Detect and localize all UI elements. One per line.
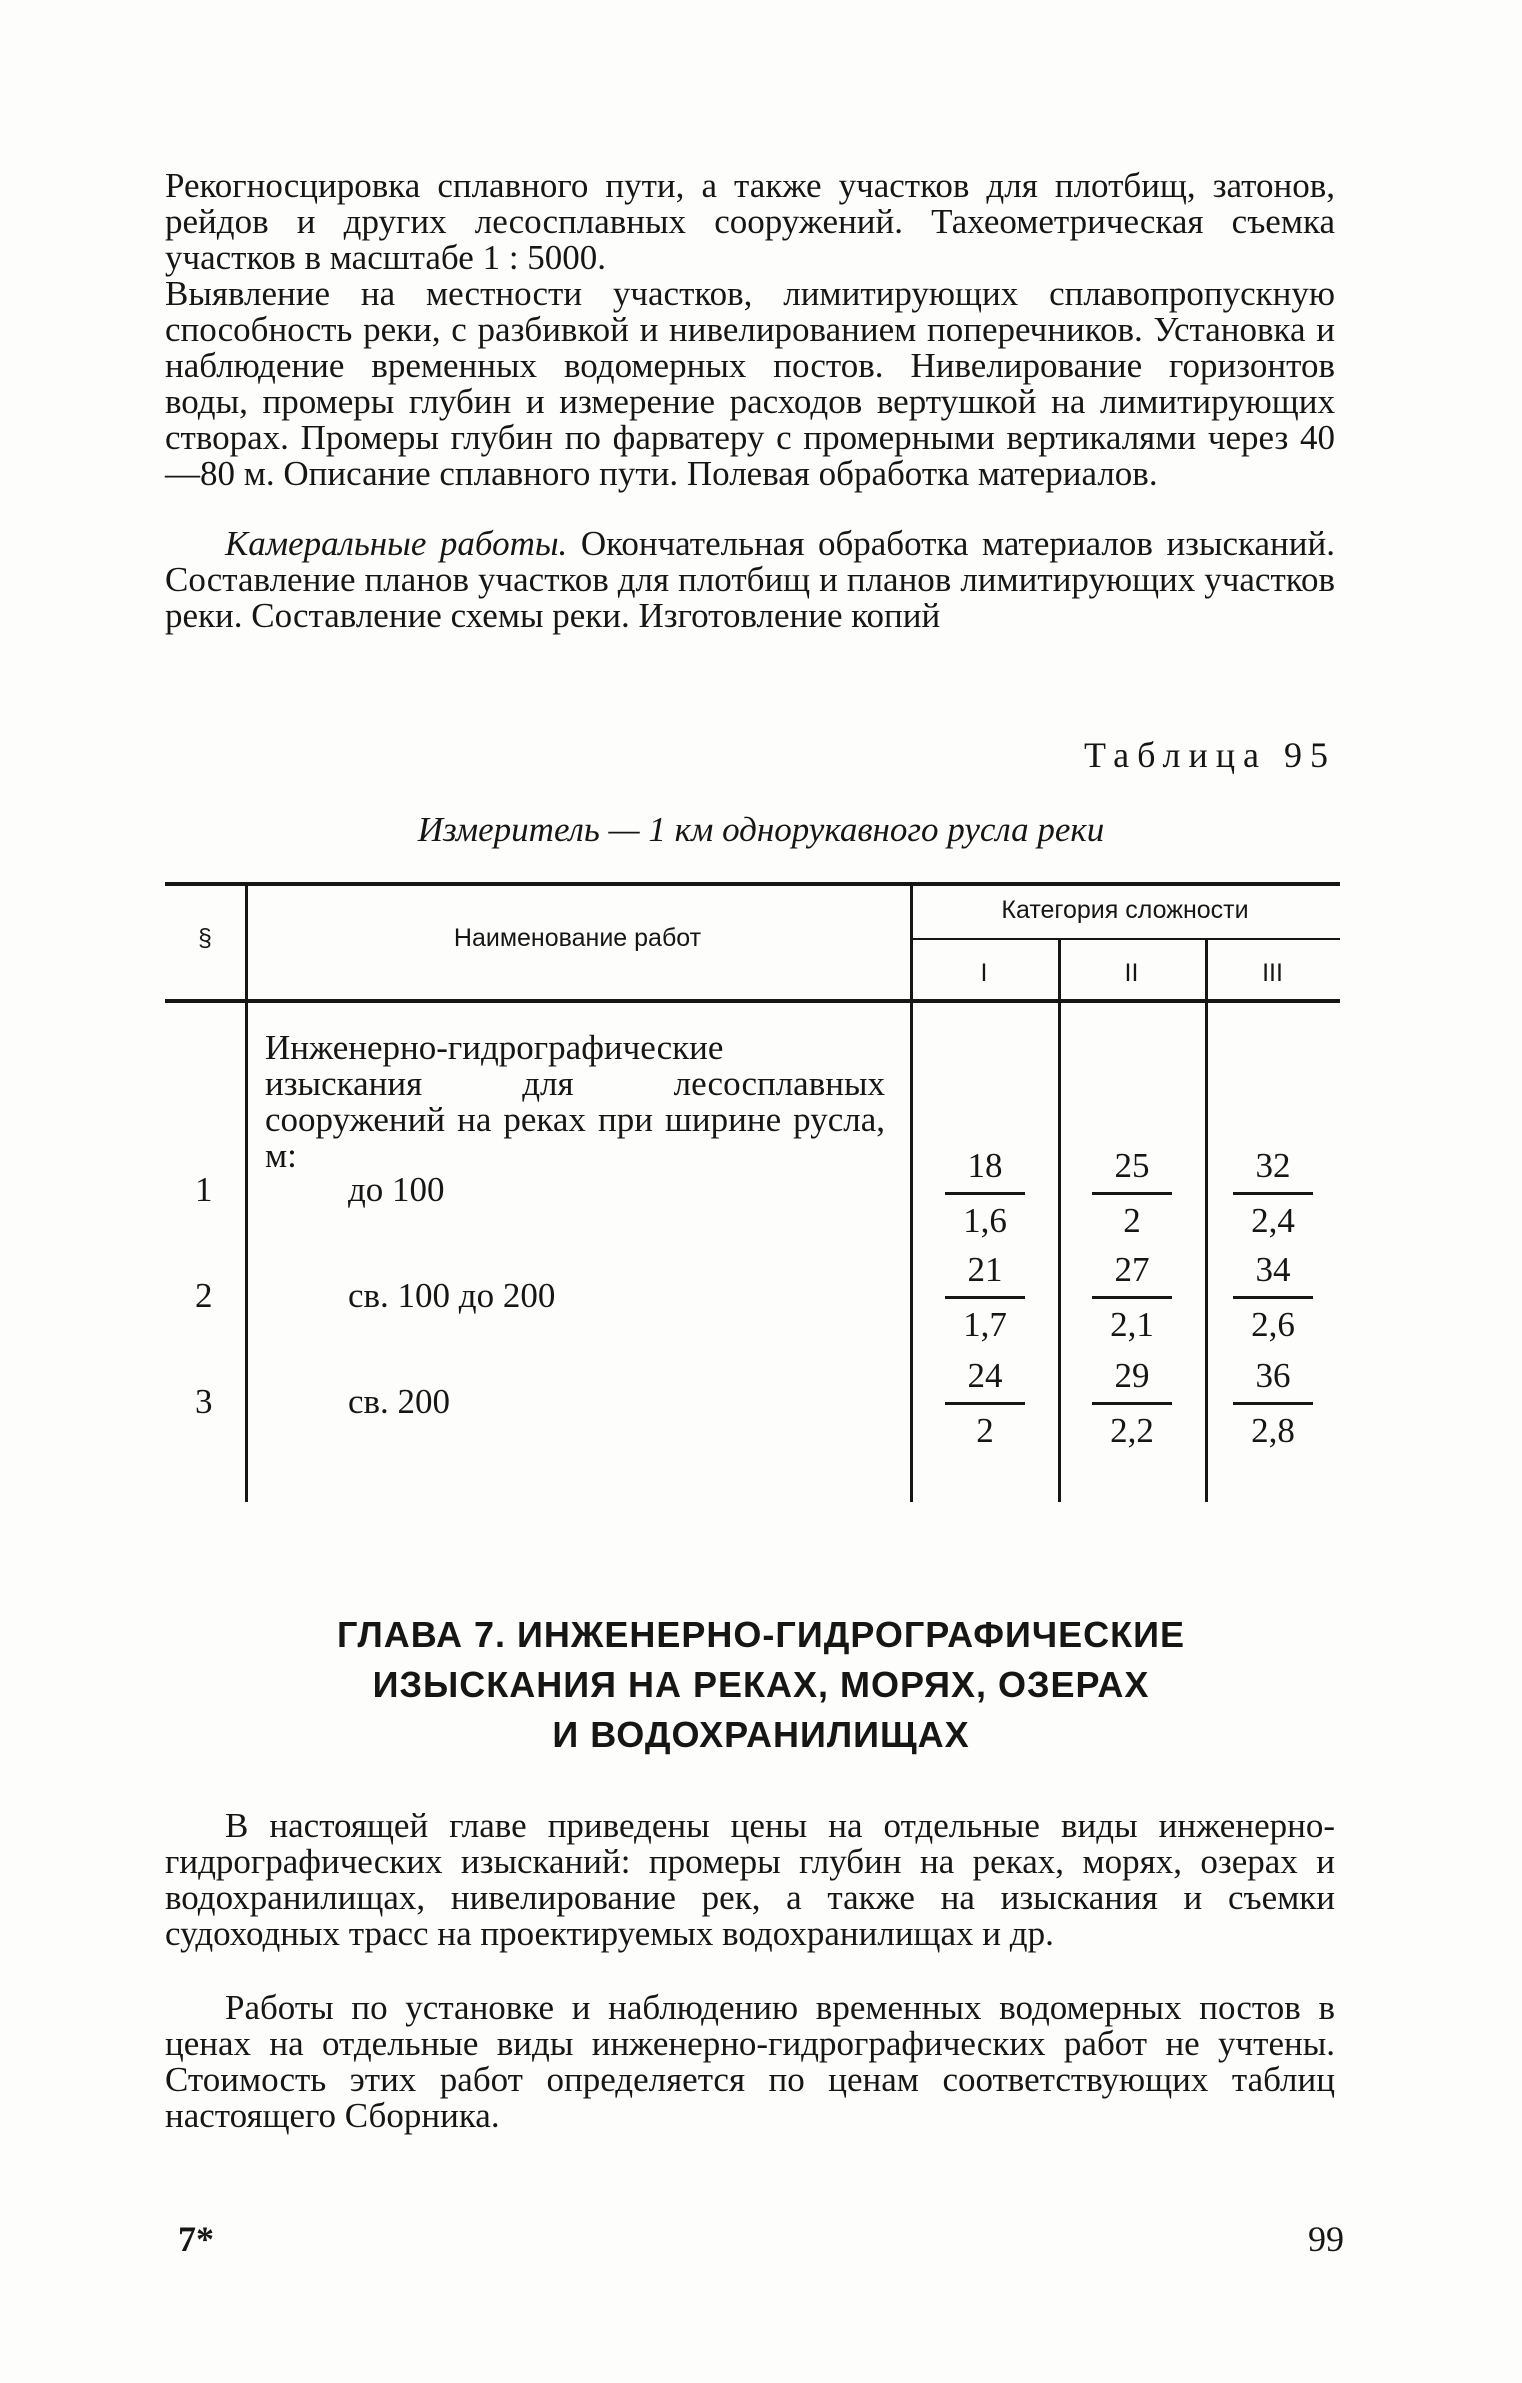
header-cat-1: I <box>980 959 988 987</box>
row-1-cat3-value: $\frac{32}{2,4}$ <box>1233 1146 1313 1241</box>
row-2-cat3-value: $\frac{34}{2,6}$ <box>1233 1250 1313 1345</box>
row-1-cat2-value: $\frac{25}{2}$ <box>1092 1146 1172 1241</box>
paragraph-field-survey: Выявление на местности участков, лимитирующих сплавопропускную способность реки, с разбивкой и нивелированием поперечников. Установка и наблюдение временных водомерных постов. Нивелирование горизонтов воды, промеры глубин и измерение расходов вертушкой на лимитирующих створах. Промеры глубин по фарватеру с промерными вертикалями через 40—80 м. Описание сплавного пути. Полевая обработка материалов. <box>165 274 1335 493</box>
row-3-cat2-value: $\frac{29}{2,2}$ <box>1092 1356 1172 1451</box>
col-divider-1 <box>245 882 248 1502</box>
row-1-number: 1 <box>195 1170 213 1209</box>
signature-mark: 7* <box>178 2219 214 2259</box>
col-divider-3 <box>1058 938 1061 1502</box>
chapter-heading-line-3: И ВОДОХРАНИЛИЩАХ <box>552 1714 970 1755</box>
row-2-cat1-value: $\frac{21}{1,7}$ <box>945 1250 1025 1345</box>
header-cat-2: II <box>1124 959 1139 987</box>
header-section: § <box>198 924 212 952</box>
table-top-rule <box>165 882 1340 886</box>
row-1-name: до 100 <box>348 1170 445 1209</box>
chapter-heading-line-2: ИЗЫСКАНИЯ НА РЕКАХ, МОРЯХ, ОЗЕРАХ <box>372 1664 1150 1705</box>
row-2-number: 2 <box>195 1276 213 1315</box>
row-1-cat1-value: $\frac{18}{1,6}$ <box>945 1146 1025 1241</box>
page-number: 99 <box>1308 2219 1344 2259</box>
table-header-rule <box>165 999 1340 1003</box>
header-name: Наименование работ <box>453 924 702 952</box>
table-title: Таблица 95 <box>1084 735 1336 775</box>
row-3-number: 3 <box>195 1382 213 1421</box>
chapter-heading-line-1: ГЛАВА 7. ИНЖЕНЕРНО-ГИДРОГРАФИЧЕСКИЕ <box>336 1614 1186 1655</box>
office-work-text: Окончательная обработка материалов изысканий. Составление планов участков для плотбищ и планов лимитирующих участков реки. Составление схемы реки. Изготовление копий <box>165 524 1335 635</box>
chapter-heading <box>0 1610 1522 1760</box>
row-2-name: св. 100 до 200 <box>348 1276 556 1315</box>
office-work-label: Камеральные работы. <box>225 524 568 563</box>
header-category: Категория сложности <box>1001 896 1249 924</box>
paragraph-office-work <box>165 526 1335 634</box>
row-3-cat3-value: $\frac{36}{2,8}$ <box>1233 1356 1313 1451</box>
price-table <box>165 882 1340 1502</box>
row-3-cat1-value: $\frac{24}{2}$ <box>945 1356 1025 1451</box>
table-caption: Измеритель — 1 км однорукавного русла реки <box>417 810 1105 849</box>
row-2-cat2-value: $\frac{27}{2,1}$ <box>1092 1250 1172 1345</box>
group-title: Инженерно-гидрографические изыскания для лесосплавных сооружений на реках при ширине русла, м: <box>265 1028 885 1175</box>
paragraph-reconnaissance: Рекогносцировка сплавного пути, а также участков для плотбищ, затонов, рейдов и других лесосплавных сооружений. Тахеометрическая съемка участков в масштабе 1 : 5000. <box>165 166 1335 277</box>
paragraph-gauge-posts: Работы по установке и наблюдению временных водомерных постов в ценах на отдельные виды инженерно-гидрографических работ не учтены. Стоимость этих работ определяется по ценам соответствующих таблиц настоящего Сборника. <box>165 1988 1335 2135</box>
paragraph-chapter-intro: В настоящей главе приведены цены на отдельные виды инженерно-гидрографических изысканий: промеры глубин на реках, морях, озерах и водохранилищах, нивелирование рек, а также на изыскания и съемки судоходных трасс на проектируемых водохранилищах и др. <box>165 1806 1335 1953</box>
row-3-name: св. 200 <box>348 1382 451 1421</box>
col-divider-4 <box>1205 938 1208 1502</box>
category-subrule <box>910 938 1340 940</box>
header-cat-3: III <box>1262 959 1283 987</box>
